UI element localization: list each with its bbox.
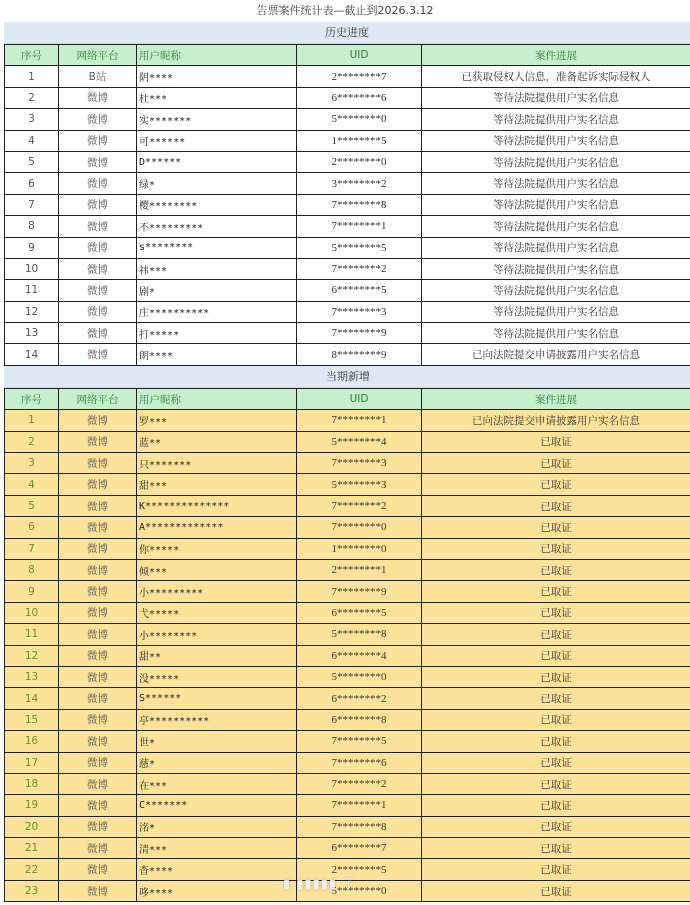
row-nickname[interactable]: 杜***	[137, 87, 297, 108]
row-platform[interactable]: 微博	[59, 237, 137, 258]
row-uid[interactable]: 6********6	[297, 87, 422, 108]
row-uid[interactable]: 7********1	[297, 410, 422, 431]
row-progress[interactable]: 已取证	[422, 645, 690, 666]
row-index[interactable]: 4	[5, 474, 59, 495]
row-index[interactable]: 1	[5, 410, 59, 431]
row-nickname[interactable]: 打*****	[137, 323, 297, 344]
row-uid[interactable]: 7********8	[297, 194, 422, 215]
row-uid[interactable]: 6********8	[297, 709, 422, 730]
row-index[interactable]: 3	[5, 453, 59, 474]
row-nickname[interactable]: s********	[137, 237, 297, 258]
row-progress[interactable]: 已取证	[422, 838, 690, 859]
row-progress[interactable]: 等待法院提供用户实名信息	[422, 280, 690, 301]
row-progress[interactable]: 已取证	[422, 559, 690, 580]
row-nickname[interactable]: D******	[137, 151, 297, 172]
row-index[interactable]: 10	[5, 602, 59, 623]
row-platform[interactable]: 微博	[59, 280, 137, 301]
row-uid[interactable]: 7********9	[297, 323, 422, 344]
row-index[interactable]: 4	[5, 130, 59, 151]
row-platform[interactable]: 微博	[59, 838, 137, 859]
row-nickname[interactable]: 没*****	[137, 666, 297, 687]
row-index[interactable]: 10	[5, 258, 59, 279]
row-platform[interactable]: 微博	[59, 602, 137, 623]
table-row	[5, 538, 690, 559]
row-nickname[interactable]: 亭**********	[137, 709, 297, 730]
row-nickname[interactable]: 小*********	[137, 581, 297, 602]
row-nickname[interactable]: 哆****	[137, 880, 297, 901]
header-uid[interactable]: UID	[297, 388, 422, 409]
new-header-row	[5, 388, 690, 409]
table-title: 告票案件统计表—截止到2026.3.12	[0, 0, 690, 22]
row-index[interactable]: 6	[5, 517, 59, 538]
table-row	[5, 216, 690, 237]
table-row	[5, 66, 690, 87]
table-row	[5, 173, 690, 194]
table-row	[5, 688, 690, 709]
row-uid[interactable]: 7********5	[297, 731, 422, 752]
row-nickname[interactable]: S******	[137, 688, 297, 709]
row-index[interactable]: 2	[5, 87, 59, 108]
row-platform[interactable]: 微博	[59, 773, 137, 794]
section-history-label: 历史进度	[4, 22, 690, 44]
header-uid[interactable]: UID	[297, 45, 422, 66]
row-uid[interactable]: 7********3	[297, 301, 422, 322]
header-index[interactable]: 序号	[5, 45, 59, 66]
row-uid[interactable]: 5********5	[297, 237, 422, 258]
table-row	[5, 495, 690, 516]
table-row	[5, 410, 690, 431]
table-row	[5, 258, 690, 279]
row-index[interactable]: 3	[5, 109, 59, 130]
table-row	[5, 709, 690, 730]
row-index[interactable]: 8	[5, 216, 59, 237]
row-platform[interactable]: 微博	[59, 581, 137, 602]
row-progress[interactable]: 已取证	[422, 538, 690, 559]
row-platform[interactable]: 微博	[59, 216, 137, 237]
row-platform[interactable]: 微博	[59, 559, 137, 580]
row-progress[interactable]: 已取证	[422, 688, 690, 709]
table-row	[5, 731, 690, 752]
row-nickname[interactable]: K**************	[137, 495, 297, 516]
row-uid[interactable]: 7********1	[297, 216, 422, 237]
row-platform[interactable]: 微博	[59, 859, 137, 880]
row-progress[interactable]: 已取证	[422, 517, 690, 538]
row-nickname[interactable]: 在***	[137, 773, 297, 794]
row-platform[interactable]: 微博	[59, 538, 137, 559]
table-row	[5, 474, 690, 495]
row-progress[interactable]: 等待法院提供用户实名信息	[422, 237, 690, 258]
row-platform[interactable]: 微博	[59, 323, 137, 344]
row-nickname[interactable]: 剧*	[137, 280, 297, 301]
row-platform[interactable]: 微博	[59, 624, 137, 645]
row-platform[interactable]: 微博	[59, 666, 137, 687]
row-nickname[interactable]: 小********	[137, 624, 297, 645]
table-row	[5, 280, 690, 301]
row-progress[interactable]: 已取证	[422, 602, 690, 623]
header-index[interactable]: 序号	[5, 388, 59, 409]
row-nickname[interactable]: C*******	[137, 795, 297, 816]
table-row	[5, 645, 690, 666]
row-uid[interactable]: 1********5	[297, 130, 422, 151]
row-progress[interactable]: 已获取侵权人信息，准备起诉实际侵权人	[422, 66, 690, 87]
row-progress[interactable]: 已取证	[422, 816, 690, 837]
row-index[interactable]: 2	[5, 431, 59, 452]
row-nickname[interactable]: 甜***	[137, 474, 297, 495]
row-nickname[interactable]: 朗****	[137, 344, 297, 365]
row-nickname[interactable]: 庄**********	[137, 301, 297, 322]
row-platform[interactable]: 微博	[59, 301, 137, 322]
row-index[interactable]: 8	[5, 559, 59, 580]
row-platform[interactable]: 微博	[59, 258, 137, 279]
history-header-row	[5, 45, 690, 66]
row-platform[interactable]: 微博	[59, 431, 137, 452]
row-uid[interactable]: 7********9	[297, 581, 422, 602]
row-uid[interactable]: 7********2	[297, 773, 422, 794]
row-progress[interactable]: 等待法院提供用户实名信息	[422, 194, 690, 215]
row-platform[interactable]: 微博	[59, 731, 137, 752]
table-row	[5, 816, 690, 837]
row-index[interactable]: 5	[5, 495, 59, 516]
table-row	[5, 559, 690, 580]
row-nickname[interactable]: 樱********	[137, 194, 297, 215]
table-row	[5, 773, 690, 794]
row-index[interactable]: 18	[5, 773, 59, 794]
header-nickname[interactable]: 用户昵称	[137, 45, 297, 66]
table-row	[5, 194, 690, 215]
row-progress[interactable]: 已取证	[422, 752, 690, 773]
row-platform[interactable]: 微博	[59, 495, 137, 516]
table-row	[5, 838, 690, 859]
row-progress[interactable]: 等待法院提供用户实名信息	[422, 258, 690, 279]
row-nickname[interactable]: 你*****	[137, 538, 297, 559]
row-uid[interactable]: 5********3	[297, 474, 422, 495]
section-new-label: 当期新增	[4, 366, 690, 388]
header-progress[interactable]: 案件进展	[422, 388, 690, 409]
row-uid[interactable]: 5********0	[297, 880, 422, 901]
row-platform[interactable]: 微博	[59, 194, 137, 215]
table-row	[5, 581, 690, 602]
row-index[interactable]: 15	[5, 709, 59, 730]
table-row	[5, 130, 690, 151]
row-uid[interactable]: 7********0	[297, 517, 422, 538]
row-nickname[interactable]: 洺*	[137, 816, 297, 837]
table-row	[5, 431, 690, 452]
row-uid[interactable]: 5********0	[297, 109, 422, 130]
row-index[interactable]: 14	[5, 344, 59, 365]
row-platform[interactable]: 微博	[59, 688, 137, 709]
table-row	[5, 344, 690, 365]
row-nickname[interactable]: 倾***	[137, 559, 297, 580]
row-nickname[interactable]: 实*******	[137, 109, 297, 130]
row-index[interactable]: 11	[5, 624, 59, 645]
row-index[interactable]: 13	[5, 323, 59, 344]
row-progress[interactable]: 已取证	[422, 581, 690, 602]
row-nickname[interactable]: 弋*****	[137, 602, 297, 623]
row-index[interactable]: 16	[5, 731, 59, 752]
row-progress[interactable]: 已向法院提交申请披露用户实名信息	[422, 410, 690, 431]
row-nickname[interactable]: 世*	[137, 731, 297, 752]
row-nickname[interactable]: 甜**	[137, 645, 297, 666]
row-nickname[interactable]: 只*******	[137, 453, 297, 474]
row-nickname[interactable]: 蓝**	[137, 431, 297, 452]
row-nickname[interactable]: 绿*	[137, 173, 297, 194]
row-platform[interactable]: 微博	[59, 474, 137, 495]
row-platform[interactable]: 微博	[59, 709, 137, 730]
row-index[interactable]: 12	[5, 301, 59, 322]
row-uid[interactable]: 7********1	[297, 795, 422, 816]
row-uid[interactable]: 2********0	[297, 151, 422, 172]
table-row	[5, 795, 690, 816]
row-progress[interactable]: 等待法院提供用户实名信息	[422, 323, 690, 344]
row-progress[interactable]: 已取证	[422, 495, 690, 516]
row-nickname[interactable]: 杳****	[137, 859, 297, 880]
row-platform[interactable]: 微博	[59, 795, 137, 816]
row-index[interactable]: 21	[5, 838, 59, 859]
row-index[interactable]: 9	[5, 237, 59, 258]
header-platform[interactable]: 网络平台	[59, 45, 137, 66]
row-progress[interactable]: 已取证	[422, 474, 690, 495]
row-nickname[interactable]: 清***	[137, 838, 297, 859]
row-platform[interactable]: 微博	[59, 453, 137, 474]
row-nickname[interactable]: 祎***	[137, 258, 297, 279]
row-index[interactable]: 6	[5, 173, 59, 194]
row-platform[interactable]: 微博	[59, 816, 137, 837]
row-index[interactable]: 23	[5, 880, 59, 901]
row-progress[interactable]: 等待法院提供用户实名信息	[422, 109, 690, 130]
row-uid[interactable]: 6********2	[297, 688, 422, 709]
watermark-overlay: ▮ ▮▮▮▮▮ 了	[283, 877, 357, 892]
row-uid[interactable]: 7********2	[297, 495, 422, 516]
row-progress[interactable]: 已取证	[422, 880, 690, 901]
row-platform[interactable]: 微博	[59, 517, 137, 538]
row-uid[interactable]: 3********2	[297, 173, 422, 194]
table-row	[5, 109, 690, 130]
row-uid[interactable]: 6********4	[297, 645, 422, 666]
table-row	[5, 602, 690, 623]
row-index[interactable]: 1	[5, 66, 59, 87]
row-nickname[interactable]: 可******	[137, 130, 297, 151]
row-platform[interactable]: 微博	[59, 880, 137, 901]
row-uid[interactable]: 5********4	[297, 431, 422, 452]
table-row	[5, 453, 690, 474]
row-progress[interactable]: 已取证	[422, 709, 690, 730]
row-progress[interactable]: 已取证	[422, 773, 690, 794]
row-uid[interactable]: 8********9	[297, 344, 422, 365]
row-progress[interactable]: 已取证	[422, 666, 690, 687]
table-row	[5, 752, 690, 773]
row-nickname[interactable]: 罗***	[137, 410, 297, 431]
new-table	[4, 388, 690, 902]
row-platform[interactable]: 微博	[59, 130, 137, 151]
header-platform[interactable]: 网络平台	[59, 388, 137, 409]
row-platform[interactable]: 微博	[59, 410, 137, 431]
row-progress[interactable]: 等待法院提供用户实名信息	[422, 130, 690, 151]
row-uid[interactable]: 7********6	[297, 752, 422, 773]
row-platform[interactable]: 微博	[59, 752, 137, 773]
row-platform[interactable]: B站	[59, 66, 137, 87]
row-platform[interactable]: 微博	[59, 87, 137, 108]
row-progress[interactable]: 等待法院提供用户实名信息	[422, 216, 690, 237]
row-progress[interactable]: 等待法院提供用户实名信息	[422, 151, 690, 172]
row-progress[interactable]: 已取证	[422, 731, 690, 752]
row-platform[interactable]: 微博	[59, 173, 137, 194]
table-row	[5, 323, 690, 344]
history-table	[4, 44, 690, 366]
table-row	[5, 517, 690, 538]
row-index[interactable]: 14	[5, 688, 59, 709]
row-index[interactable]: 5	[5, 151, 59, 172]
row-uid[interactable]: 6********5	[297, 280, 422, 301]
row-progress[interactable]: 已取证	[422, 795, 690, 816]
row-platform[interactable]: 微博	[59, 344, 137, 365]
row-index[interactable]: 12	[5, 645, 59, 666]
row-nickname[interactable]: 不*********	[137, 216, 297, 237]
row-uid[interactable]: 6********5	[297, 602, 422, 623]
row-index[interactable]: 9	[5, 581, 59, 602]
row-progress[interactable]: 已向法院提交申请披露用户实名信息	[422, 344, 690, 365]
table-row	[5, 87, 690, 108]
row-progress[interactable]: 已取证	[422, 453, 690, 474]
row-progress[interactable]: 已取证	[422, 431, 690, 452]
header-nickname[interactable]: 用户昵称	[137, 388, 297, 409]
row-uid[interactable]: 5********8	[297, 624, 422, 645]
row-uid[interactable]: 5********0	[297, 666, 422, 687]
row-progress[interactable]: 等待法院提供用户实名信息	[422, 301, 690, 322]
row-index[interactable]: 7	[5, 538, 59, 559]
row-progress[interactable]: 已取证	[422, 624, 690, 645]
row-index[interactable]: 22	[5, 859, 59, 880]
table-row	[5, 624, 690, 645]
row-uid[interactable]: 1********0	[297, 538, 422, 559]
row-uid[interactable]: 2********1	[297, 559, 422, 580]
table-row	[5, 666, 690, 687]
row-index[interactable]: 20	[5, 816, 59, 837]
row-index[interactable]: 11	[5, 280, 59, 301]
row-uid[interactable]: 7********2	[297, 258, 422, 279]
row-progress[interactable]: 等待法院提供用户实名信息	[422, 87, 690, 108]
row-index[interactable]: 19	[5, 795, 59, 816]
row-uid[interactable]: 7********3	[297, 453, 422, 474]
row-uid[interactable]: 7********8	[297, 816, 422, 837]
row-progress[interactable]: 等待法院提供用户实名信息	[422, 173, 690, 194]
row-index[interactable]: 7	[5, 194, 59, 215]
row-nickname[interactable]: A*************	[137, 517, 297, 538]
table-row	[5, 301, 690, 322]
header-progress[interactable]: 案件进展	[422, 45, 690, 66]
row-uid[interactable]: 2********5	[297, 859, 422, 880]
row-index[interactable]: 17	[5, 752, 59, 773]
table-row	[5, 151, 690, 172]
row-nickname[interactable]: 慈*	[137, 752, 297, 773]
row-uid[interactable]: 2********7	[297, 66, 422, 87]
row-uid[interactable]: 6********7	[297, 838, 422, 859]
row-platform[interactable]: 微博	[59, 109, 137, 130]
row-nickname[interactable]: 阴****	[137, 66, 297, 87]
row-progress[interactable]: 已取证	[422, 859, 690, 880]
row-platform[interactable]: 微博	[59, 151, 137, 172]
row-index[interactable]: 13	[5, 666, 59, 687]
row-platform[interactable]: 微博	[59, 645, 137, 666]
table-row	[5, 237, 690, 258]
